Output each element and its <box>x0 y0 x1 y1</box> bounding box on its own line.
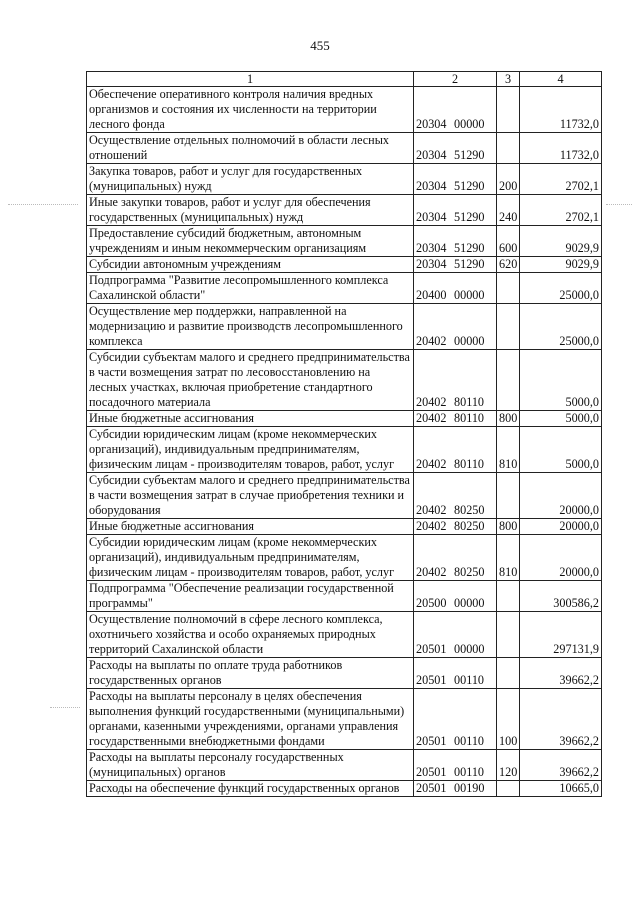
row-sum: 5000,0 <box>520 411 602 427</box>
row-name: Осуществление отдельных полномочий в области лесных отношений <box>87 133 414 164</box>
row-code <box>414 133 497 164</box>
row-sum: 297131,9 <box>520 612 602 658</box>
row-code-program: 20501 <box>416 642 447 656</box>
row-code-program: 20402 <box>416 411 447 425</box>
row-sum: 39662,2 <box>520 689 602 750</box>
row-name: Расходы на выплаты персоналу государственных (муниципальных) органов <box>87 750 414 781</box>
table-row <box>87 427 602 473</box>
row-code-program: 20304 <box>416 148 447 162</box>
row-expense-type: 120 <box>497 750 520 781</box>
row-code-direction: 00000 <box>454 642 485 656</box>
row-code-direction: 80250 <box>454 565 485 579</box>
row-code <box>414 304 497 350</box>
table-row <box>87 689 602 750</box>
row-code-direction: 00110 <box>454 673 485 687</box>
row-sum: 5000,0 <box>520 350 602 411</box>
row-code-program: 20402 <box>416 457 447 471</box>
page-number: 455 <box>310 38 330 53</box>
row-code-direction: 51290 <box>454 210 485 224</box>
table-row <box>87 535 602 581</box>
row-code <box>414 195 497 226</box>
row-code-direction: 00000 <box>454 596 485 610</box>
row-name: Расходы на выплаты по оплате труда работников государственных органов <box>87 658 414 689</box>
table-row <box>87 195 602 226</box>
table-row <box>87 304 602 350</box>
scan-artifact <box>50 707 80 709</box>
row-code-program: 20400 <box>416 288 447 302</box>
row-expense-type: 200 <box>497 164 520 195</box>
row-code-program: 20402 <box>416 565 447 579</box>
row-expense-type <box>497 350 520 411</box>
row-code-direction: 00000 <box>454 117 485 131</box>
row-expense-type <box>497 133 520 164</box>
row-name: Обеспечение оперативного контроля наличия вредных организмов и состояния их численности на территории лесного фонда <box>87 87 414 133</box>
row-code <box>414 411 497 427</box>
row-code <box>414 612 497 658</box>
row-code <box>414 273 497 304</box>
scan-artifact <box>8 204 78 206</box>
row-code-direction: 51290 <box>454 179 485 193</box>
header-cell-code: 2 <box>414 72 497 87</box>
row-expense-type: 800 <box>497 411 520 427</box>
row-code <box>414 257 497 273</box>
row-name: Иные бюджетные ассигнования <box>87 411 414 427</box>
table-row <box>87 658 602 689</box>
row-code-direction: 51290 <box>454 148 485 162</box>
row-sum: 5000,0 <box>520 427 602 473</box>
row-code-program: 20501 <box>416 765 447 779</box>
row-expense-type <box>497 658 520 689</box>
header-cell-sum: 4 <box>520 72 602 87</box>
row-code <box>414 226 497 257</box>
row-name: Субсидии автономным учреждениям <box>87 257 414 273</box>
row-code-program: 20304 <box>416 117 447 131</box>
row-sum: 9029,9 <box>520 226 602 257</box>
row-name: Субсидии юридическим лицам (кроме некоммерческих организаций), индивидуальным предпринимателям, физическим лицам - производителям товаров, работ, услуг <box>87 427 414 473</box>
row-code <box>414 781 497 797</box>
row-sum: 25000,0 <box>520 304 602 350</box>
row-expense-type: 810 <box>497 427 520 473</box>
row-code-program: 20500 <box>416 596 447 610</box>
row-code <box>414 658 497 689</box>
row-code-program: 20402 <box>416 395 447 409</box>
row-code-program: 20304 <box>416 210 447 224</box>
row-code-program: 20304 <box>416 257 447 271</box>
row-code <box>414 87 497 133</box>
row-code-program: 20402 <box>416 519 447 533</box>
header-cell-name: 1 <box>87 72 414 87</box>
row-expense-type: 100 <box>497 689 520 750</box>
row-sum: 20000,0 <box>520 535 602 581</box>
table-row <box>87 350 602 411</box>
row-expense-type <box>497 781 520 797</box>
row-code <box>414 519 497 535</box>
row-code-direction: 80250 <box>454 519 485 533</box>
row-code-program: 20304 <box>416 241 447 255</box>
row-sum: 9029,9 <box>520 257 602 273</box>
row-code <box>414 164 497 195</box>
row-code-direction: 00000 <box>454 288 485 302</box>
table-row <box>87 581 602 612</box>
row-code-program: 20501 <box>416 734 447 748</box>
row-code-direction: 00110 <box>454 734 485 748</box>
scan-artifact <box>606 204 632 206</box>
table-row <box>87 519 602 535</box>
row-sum: 11732,0 <box>520 87 602 133</box>
row-sum: 39662,2 <box>520 750 602 781</box>
row-sum: 11732,0 <box>520 133 602 164</box>
table-row <box>87 411 602 427</box>
table-header <box>87 72 602 87</box>
row-sum: 2702,1 <box>520 195 602 226</box>
row-expense-type: 620 <box>497 257 520 273</box>
table-row <box>87 164 602 195</box>
row-sum: 20000,0 <box>520 473 602 519</box>
row-name: Иные бюджетные ассигнования <box>87 519 414 535</box>
row-code-direction: 00000 <box>454 334 485 348</box>
row-code <box>414 689 497 750</box>
row-code <box>414 350 497 411</box>
row-code-program: 20304 <box>416 179 447 193</box>
table-row <box>87 781 602 797</box>
budget-table <box>86 71 602 797</box>
row-code <box>414 473 497 519</box>
row-name: Расходы на выплаты персоналу в целях обеспечения выполнения функций государственными (муниципальными) органами, казенными учреждениями, органами управления государственными внебюджетными фондами <box>87 689 414 750</box>
table-row <box>87 226 602 257</box>
row-name: Подпрограмма "Развитие лесопромышленного комплекса Сахалинской области" <box>87 273 414 304</box>
row-name: Осуществление полномочий в сфере лесного комплекса, охотничьего хозяйства и особо охраняемых природных территорий Сахалинской области <box>87 612 414 658</box>
row-code-direction: 80250 <box>454 503 485 517</box>
row-code-direction: 80110 <box>454 411 485 425</box>
row-code-direction: 00190 <box>454 781 485 795</box>
row-sum: 25000,0 <box>520 273 602 304</box>
row-sum: 300586,2 <box>520 581 602 612</box>
table-row <box>87 133 602 164</box>
table-row <box>87 273 602 304</box>
row-code <box>414 427 497 473</box>
row-code-program: 20501 <box>416 673 447 687</box>
row-code-program: 20402 <box>416 503 447 517</box>
row-code <box>414 581 497 612</box>
row-name: Подпрограмма "Обеспечение реализации государственной программы" <box>87 581 414 612</box>
row-expense-type <box>497 612 520 658</box>
row-name: Закупка товаров, работ и услуг для государственных (муниципальных) нужд <box>87 164 414 195</box>
row-sum: 2702,1 <box>520 164 602 195</box>
row-expense-type <box>497 87 520 133</box>
table-row <box>87 612 602 658</box>
row-code-direction: 80110 <box>454 457 485 471</box>
row-name: Расходы на обеспечение функций государственных органов <box>87 781 414 797</box>
row-expense-type: 800 <box>497 519 520 535</box>
row-name: Субсидии субъектам малого и среднего предпринимательства в части возмещения затрат по лесовосстановлению на лесных участках, включая приобретение стандартного посадочного материала <box>87 350 414 411</box>
row-sum: 20000,0 <box>520 519 602 535</box>
row-name: Субсидии юридическим лицам (кроме некоммерческих организаций), индивидуальным предпринимателям, физическим лицам - производителям товаров, работ, услуг <box>87 535 414 581</box>
row-code-direction: 51290 <box>454 257 485 271</box>
row-code-direction: 00110 <box>454 765 485 779</box>
row-name: Предоставление субсидий бюджетным, автономным учреждениям и иным некоммерческим организациям <box>87 226 414 257</box>
row-code <box>414 750 497 781</box>
header-row <box>87 72 602 87</box>
row-expense-type: 810 <box>497 535 520 581</box>
table-row <box>87 257 602 273</box>
table-row <box>87 87 602 133</box>
row-expense-type <box>497 273 520 304</box>
row-expense-type <box>497 581 520 612</box>
row-expense-type <box>497 473 520 519</box>
row-expense-type: 600 <box>497 226 520 257</box>
row-expense-type: 240 <box>497 195 520 226</box>
row-expense-type <box>497 304 520 350</box>
row-code-program: 20402 <box>416 334 447 348</box>
row-sum: 10665,0 <box>520 781 602 797</box>
row-code-direction: 51290 <box>454 241 485 255</box>
header-cell-type: 3 <box>497 72 520 87</box>
row-code-program: 20501 <box>416 781 447 795</box>
table-body <box>87 87 602 797</box>
row-name: Иные закупки товаров, работ и услуг для обеспечения государственных (муниципальных) нужд <box>87 195 414 226</box>
row-code <box>414 535 497 581</box>
row-code-direction: 80110 <box>454 395 485 409</box>
row-sum: 39662,2 <box>520 658 602 689</box>
row-name: Осуществление мер поддержки, направленной на модернизацию и развитие производств лесопромышленного комплекса <box>87 304 414 350</box>
table-row <box>87 473 602 519</box>
table-row <box>87 750 602 781</box>
row-name: Субсидии субъектам малого и среднего предпринимательства в части возмещения затрат в случае приобретения техники и оборудования <box>87 473 414 519</box>
